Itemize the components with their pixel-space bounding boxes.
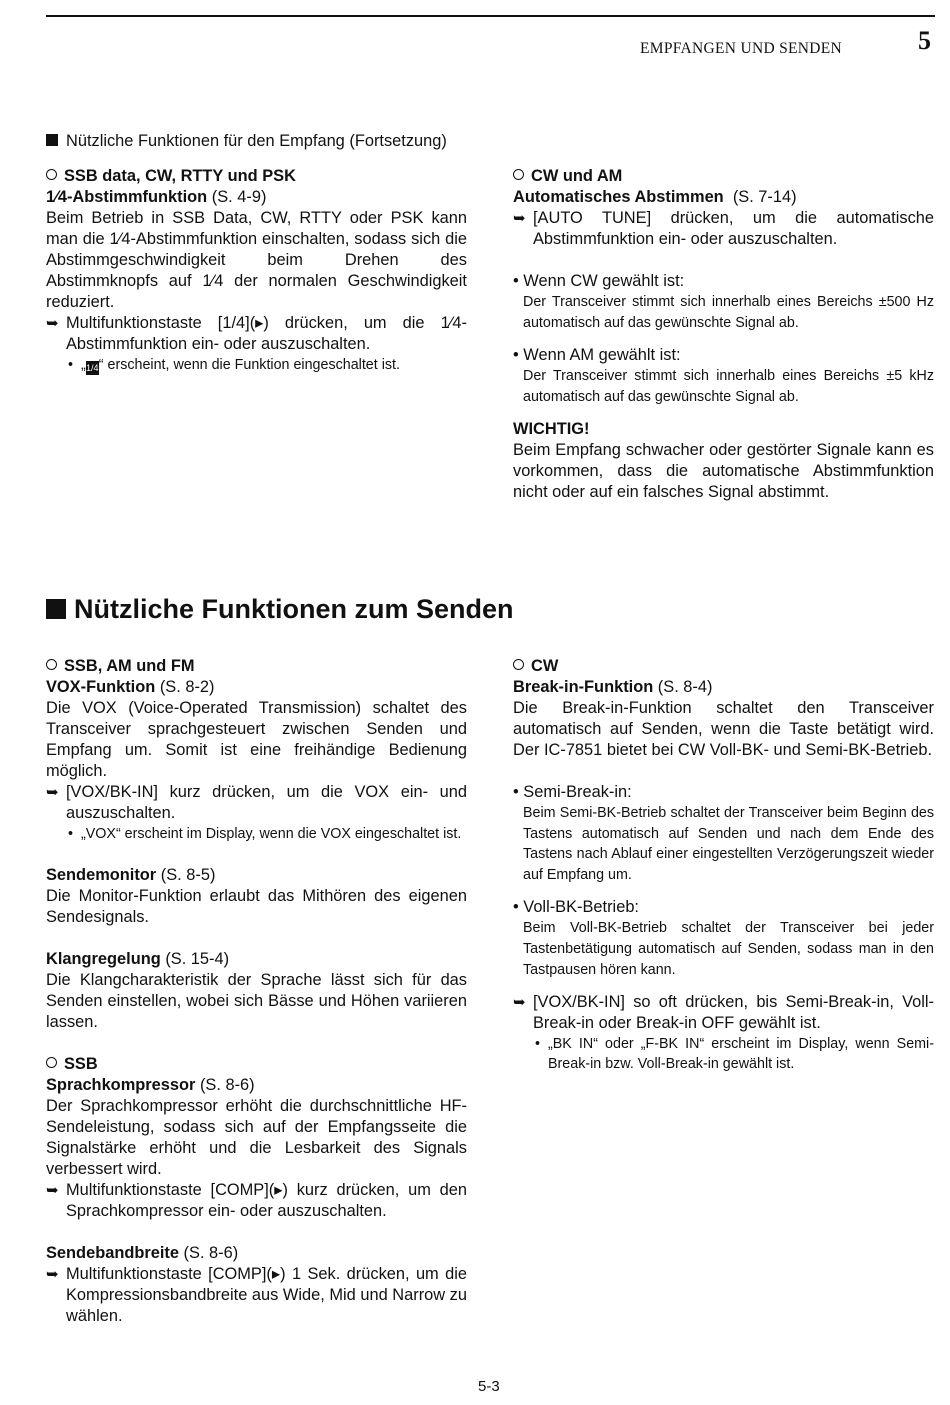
chapter-number: 5	[918, 26, 931, 55]
arrow-instruction: ➥ [VOX/BK-IN] kurz drücken, um die VOX ein- und auszuschalten.	[46, 783, 467, 822]
feature-title: Sprachkompressor (S. 8-6)	[46, 1076, 255, 1094]
sub-heading: CW und AM	[513, 166, 934, 187]
circle-bullet-icon	[46, 169, 57, 180]
arrow-icon: ➥	[46, 1266, 59, 1283]
semi-label: • Semi-Break-in:	[513, 783, 632, 801]
breakin-body: Die Break-in-Funktion schaltet den Transceiver automatisch auf Senden, wenn die Taste betätigt wird. Der IC-7851 bietet bei CW Voll-BK- und Semi-BK-Betrieb.	[513, 699, 934, 759]
arrow-icon: ➥	[46, 784, 59, 801]
chapter-title: EMPFANGEN UND SENDEN	[640, 40, 843, 57]
arrow-instruction: ➥ Multifunktionstaste [COMP](▸) 1 Sek. drücken, um die Kompressionsbandbreite aus Wide, Mid und Narrow zu wählen.	[46, 1265, 467, 1325]
arrow-icon: ➥	[46, 315, 59, 332]
circle-bullet-icon	[513, 659, 524, 670]
feature-title: VOX-Funktion (S. 8-2)	[46, 678, 215, 696]
arrow-icon: ➥	[513, 210, 526, 227]
circle-bullet-icon	[46, 1057, 57, 1068]
transmit-right-column	[513, 656, 934, 1074]
transmit-heading-text: Nützliche Funktionen zum Senden	[74, 594, 514, 624]
feature-title: Sendemonitor (S. 8-5)	[46, 866, 216, 884]
receive-heading	[46, 131, 506, 152]
circle-bullet-icon	[46, 659, 57, 670]
arrow-icon: ➥	[513, 994, 526, 1012]
transmit-left-column	[46, 656, 467, 1327]
arrow-instruction: ➥ Multifunktionstaste [1/4](▸) drücken, um die 1⁄4-Abstimmfunktion ein- oder auszuschalten.	[46, 314, 467, 353]
feature-title: 1⁄4-Abstimmfunktion (S. 4-9)	[46, 188, 267, 206]
receive-heading-text: Nützliche Funktionen für den Empfang (Fortsetzung)	[66, 132, 447, 150]
tone-body: Die Klangcharakteristik der Sprache lässt sich für das Senden einstellen, wobei sich Bässe und Höhen variieren lassen.	[46, 971, 467, 1031]
am-text: Der Transceiver stimmt sich innerhalb eines Bereichs ±5 kHz automatisch auf das gewünschte Signal ab.	[523, 368, 934, 405]
transmit-heading	[46, 592, 514, 626]
quarter-tuning-icon: 1/4	[86, 363, 99, 373]
arrow-instruction: ➥ [VOX/BK-IN] so oft drücken, bis Semi-Break-in, Voll-Break-in oder Break-in OFF gewählt ist.	[513, 993, 934, 1033]
receive-right-column	[513, 166, 934, 503]
cw-text: Der Transceiver stimmt sich innerhalb eines Bereichs ±500 Hz automatisch auf das gewünschte Signal ab.	[523, 294, 934, 331]
am-label: • Wenn AM gewählt ist:	[513, 346, 681, 365]
receive-left-column	[46, 166, 467, 375]
sub-heading: SSB, AM und FM	[46, 656, 467, 677]
sub-heading: SSB data, CW, RTTY und PSK	[46, 166, 467, 187]
note: • „BK IN“ oder „F-BK IN“ erscheint im Display, wenn Semi-Break-in bzw. Voll-Break-in gewählt ist.	[535, 1036, 934, 1073]
vox-body: Die VOX (Voice-Operated Transmission) schaltet des Transceiver sprachgesteuert zwischen Senden und Empfang um. Somit ist eine freihändige Bedienung möglich.	[46, 699, 467, 780]
arrow-instruction: ➥ Multifunktionstaste [COMP](▸) kurz drücken, um den Sprachkompressor ein- oder auszuschalten.	[46, 1181, 467, 1220]
header-rule	[46, 15, 935, 17]
note: • „1/4“ erscheint, wenn die Funktion eingeschaltet ist.	[68, 357, 400, 373]
circle-bullet-icon	[513, 169, 524, 180]
feature-title: Klangregelung (S. 15-4)	[46, 950, 230, 968]
square-bullet-icon	[46, 599, 66, 619]
sub-heading: SSB	[46, 1054, 467, 1075]
feature-title: Break-in-Funktion (S. 8-4)	[513, 678, 713, 696]
full-text: Beim Voll-BK-Betrieb schaltet der Transceiver bei jeder Tastenbetätigung automatisch auf Senden, sodass man in den Tastpausen hören kann.	[523, 920, 934, 978]
important-title: WICHTIG!	[513, 420, 590, 439]
semi-text: Beim Semi-BK-Betrieb schaltet der Transceiver beim Beginn des Tastens automatisch auf Senden und nach dem Ende des Tastens nach Ablauf einer eingestellten Verzögerungszeit wieder auf Empfang um.	[523, 805, 934, 883]
sub-heading: CW	[513, 656, 934, 677]
square-bullet-icon	[46, 134, 58, 146]
feature-title: Sendebandbreite (S. 8-6)	[46, 1244, 239, 1262]
full-label: • Voll-BK-Betrieb:	[513, 898, 639, 917]
comp-body: Der Sprachkompressor erhöht die durchschnittliche HF-Sendeleistung, sodass sich auf der Empfangsseite die Signalstärke erhöht und die Lesbarkeit des Signals verbessert wird.	[46, 1097, 467, 1178]
page-number: 5-3	[478, 1378, 500, 1395]
feature-title: Automatisches Abstimmen (S. 7-14)	[513, 188, 797, 206]
feature-body: Beim Betrieb in SSB Data, CW, RTTY oder PSK kann man die 1⁄4-Abstimmfunktion einschalten, sodass sich die Abstimmgeschwindigkeit beim Drehen des Abstimmknopfs auf 1⁄4 der normalen Geschwindigkeit reduziert.	[46, 209, 467, 311]
arrow-icon: ➥	[46, 1182, 59, 1199]
monitor-body: Die Monitor-Funktion erlaubt das Mithören des eigenen Sendesignals.	[46, 887, 467, 926]
cw-label: • Wenn CW gewählt ist:	[513, 272, 685, 290]
arrow-instruction: ➥ [AUTO TUNE] drücken, um die automatische Abstimmfunktion ein- oder auszuschalten.	[513, 209, 934, 248]
note: • „VOX“ erscheint im Display, wenn die VOX eingeschaltet ist.	[68, 826, 462, 842]
important-text: Beim Empfang schwacher oder gestörter Signale kann es vorkommen, dass die automatische Abstimmfunktion nicht oder auf ein falsches Signal abstimmt.	[513, 441, 934, 502]
